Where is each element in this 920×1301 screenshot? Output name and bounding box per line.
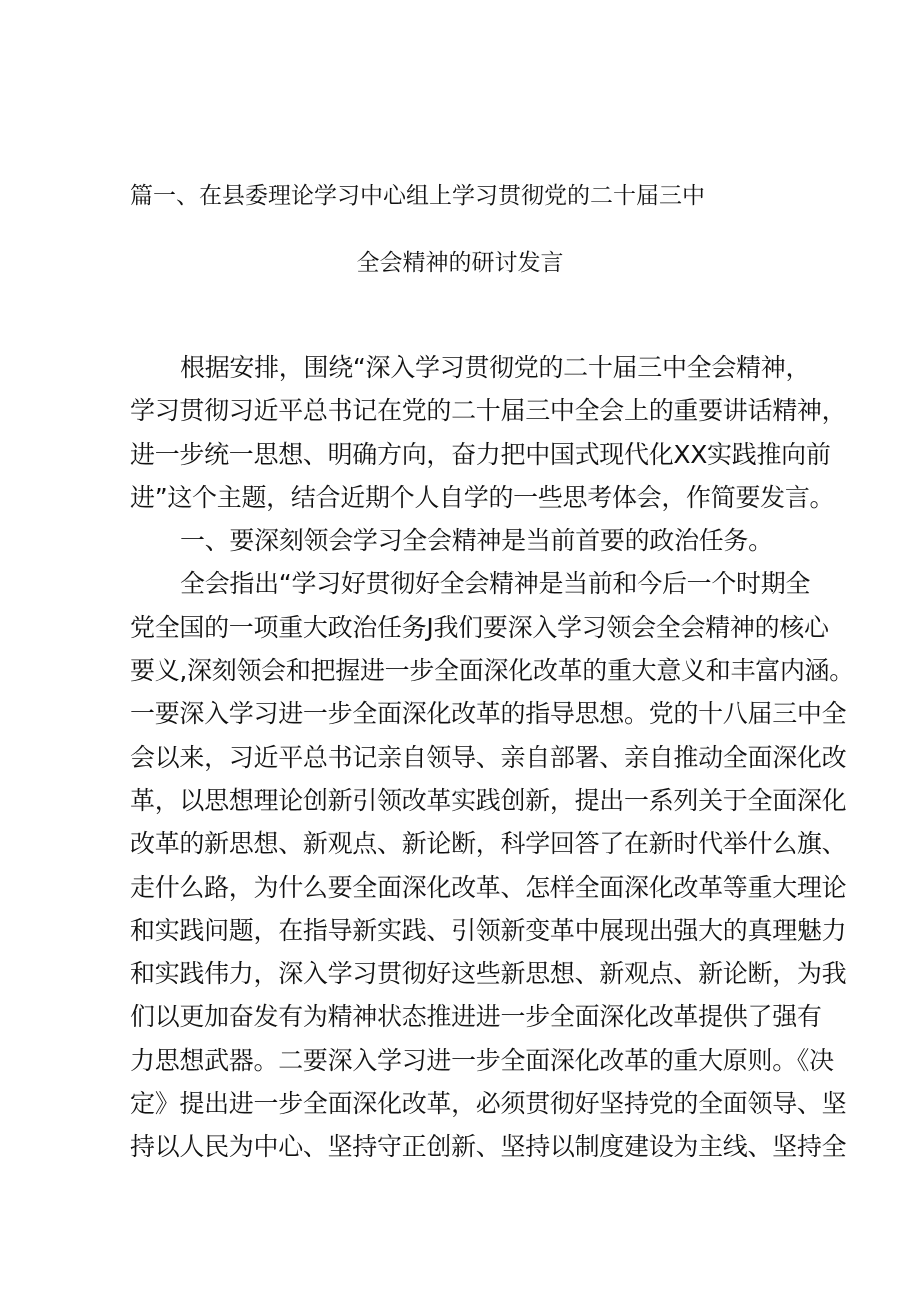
body-line: 进一步统一思想、明确方向，奋力把中国式现代化XX实践推向前 <box>130 439 831 469</box>
body-line: 走什么路，为什么要全面深化改革、怎样全面深化改革等重大理论 <box>130 872 847 902</box>
document-title-line-1: 篇一、在县委理论学习中心组上学习贯彻党的二十届三中 <box>130 183 705 209</box>
body-line: 学习贯彻习近平总书记在党的二十届三中全会上的重要讲话精神， <box>130 396 847 426</box>
body-line: 和实践伟力，深入学习贯彻好这些新思想、新观点、新论断，为我 <box>130 959 847 989</box>
body-line: 党全国的一项重大政治任务J我们要深入学习领会全会精神的核心 <box>130 612 829 642</box>
body-line: 革，以思想理论创新引领改革实践创新，提出一系列关于全面深化 <box>130 785 847 815</box>
body-line: 持以人民为中心、坚持守正创新、坚持以制度建设为主线、坚持全 <box>130 1132 847 1162</box>
body-line: 进”这个主题，结合近期个人自学的一些思考体会，作简要发言。 <box>130 482 835 512</box>
body-line: 定》提出进一步全面深化改革，必须贯彻好坚持党的全面领导、坚 <box>130 1089 847 1119</box>
body-line: 和实践问题，在指导新实践、引领新变革中展现出强大的真理魅力 <box>130 915 847 945</box>
body-line: 会以来，习近平总书记亲自领导、亲自部署、亲自推动全面深化改 <box>130 742 847 772</box>
body-line: 要义,深刻领会和把握进一步全面深化改革的重大意义和丰富内涵。 <box>130 656 854 686</box>
document-body <box>130 346 854 1169</box>
body-line: 全会指出“学习好贯彻好全会精神是当前和今后一个时期全 <box>180 569 811 599</box>
body-line: 们以更加奋发有为精神状态推进进一步全面深化改革提供了强有 <box>130 1002 822 1032</box>
body-line: 一要深入学习进一步全面深化改革的指导思想。党的十八届三中全 <box>130 699 847 729</box>
document-title-line-2: 全会精神的研讨发言 <box>356 250 564 276</box>
section-heading: 一、要深刻领会学习全会精神是当前首要的政治任务。 <box>180 526 773 556</box>
body-line: 根据安排，围绕“深入学习贯彻党的二十届三中全会精神， <box>180 353 811 382</box>
body-line: 改革的新思想、新观点、新论断，科学回答了在新时代举什么旗、 <box>130 829 847 859</box>
body-line: 力思想武器。二要深入学习进一步全面深化改革的重大原则。《决 <box>130 1045 834 1075</box>
